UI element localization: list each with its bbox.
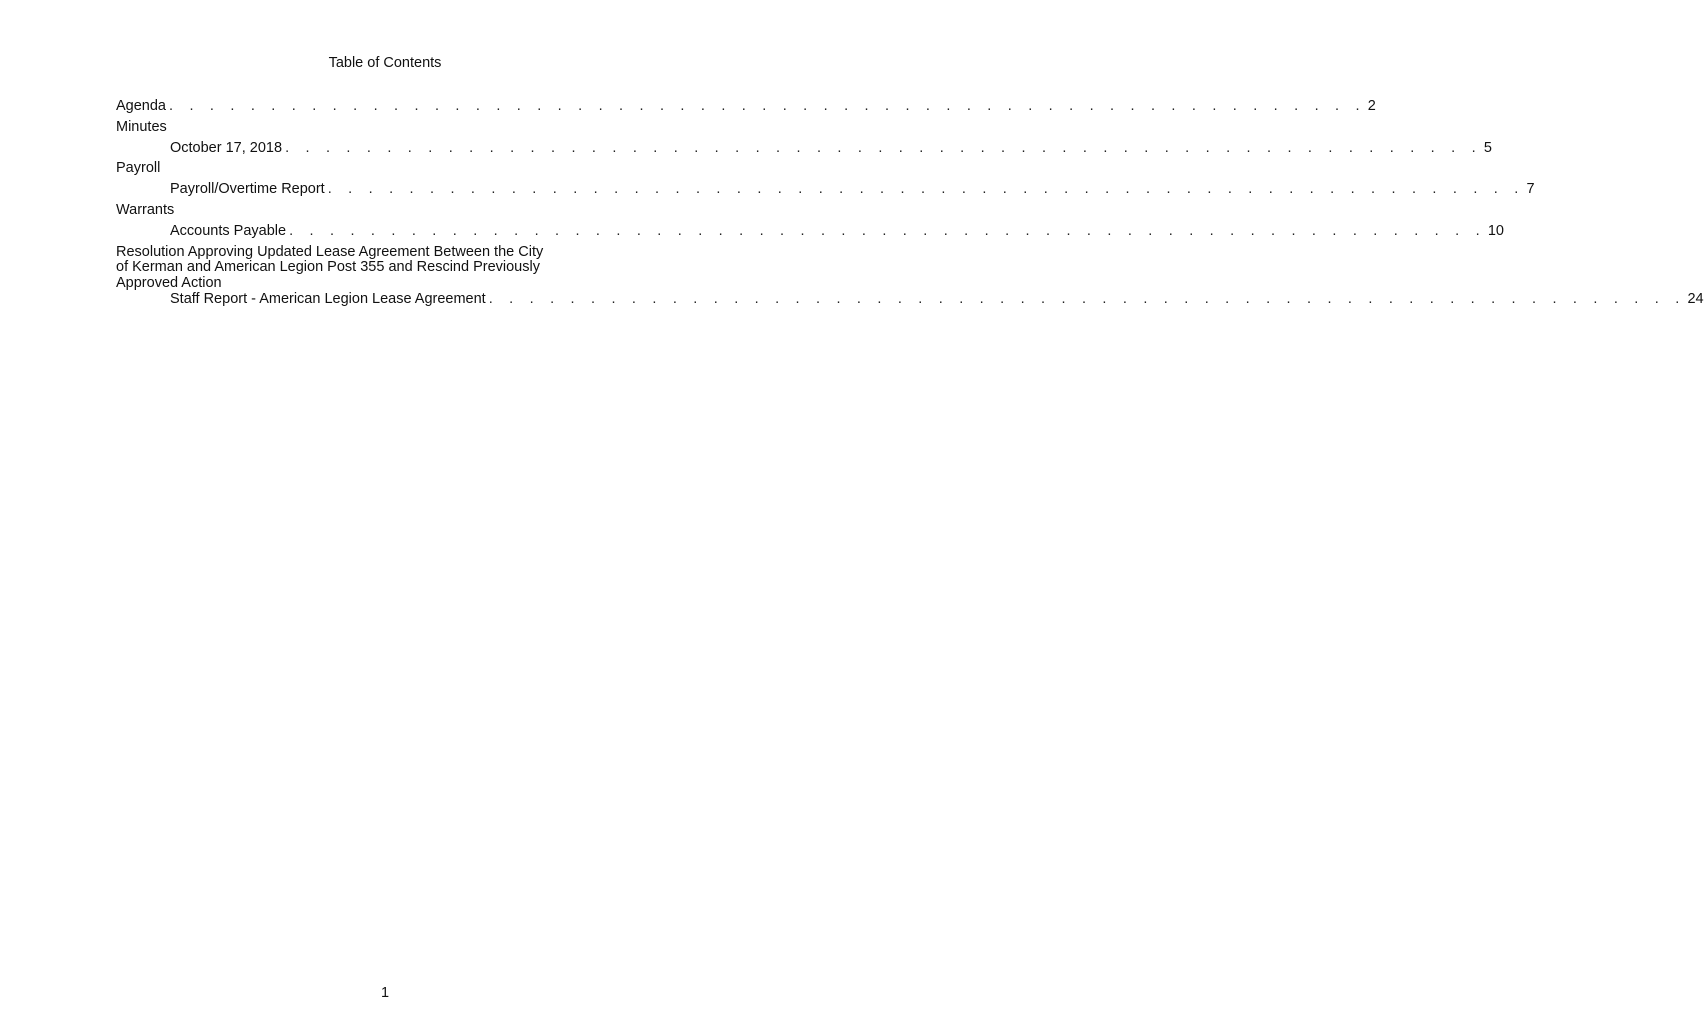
toc-entry-label: Agenda [116,98,166,114]
dot-leader: . . . . . . . . . . . . . . . . . . . . . . . . . . . . . . . . . . . . . . . . . . . . . . . . . . . . . . . . . . . [285,139,1482,156]
toc-entry-minutes[interactable] [116,138,1492,159]
dot-leader: . . . . . . . . . . . . . . . . . . . . . . . . . . . . . . . . . . . . . . . . . . . . . . . . . . . . . . . . . . . [488,291,1686,308]
toc-page-number: 2 [1367,98,1376,114]
toc-page-number: 24 [1687,291,1704,308]
toc-entry-agenda[interactable] [116,96,1376,117]
table-of-contents [116,96,1704,310]
toc-section-heading-payroll: Payroll [116,160,161,177]
dot-leader: . . . . . . . . . . . . . . . . . . . . . . . . . . . . . . . . . . . . . . . . . . . . . . . . . . . . . . . . . . . [327,181,1525,198]
toc-entry-label: Payroll/Overtime Report [170,181,325,198]
toc-section-heading-resolution: Resolution Approving Updated Lease Agreement Between the City of Kerman and American Legion Post 355 and Rescind Previously Approved Action [116,243,544,291]
page-title: Table of Contents [328,55,442,71]
toc-entry-label: Staff Report - American Legion Lease Agreement [170,291,486,308]
toc-entry-resolution[interactable] [116,289,1704,310]
toc-page-number: 10 [1487,222,1504,239]
toc-section-heading-minutes: Minutes [116,118,167,135]
page-number: 1 [380,985,390,1001]
toc-page-number: 7 [1526,181,1535,198]
toc-entry-warrants[interactable] [116,221,1504,242]
toc-page-number: 5 [1483,139,1492,156]
dot-leader: . . . . . . . . . . . . . . . . . . . . . . . . . . . . . . . . . . . . . . . . . . . . . . . . . . . . . . . . . . . [289,222,1486,239]
toc-entry-label: Accounts Payable [170,222,287,239]
toc-section-heading-warrants: Warrants [116,201,175,218]
toc-entry-payroll[interactable] [116,179,1535,200]
dot-leader: . . . . . . . . . . . . . . . . . . . . . . . . . . . . . . . . . . . . . . . . . . . . . . . . . . . . . . . . . . . [169,98,1366,114]
toc-entry-label: October 17, 2018 [170,139,283,156]
